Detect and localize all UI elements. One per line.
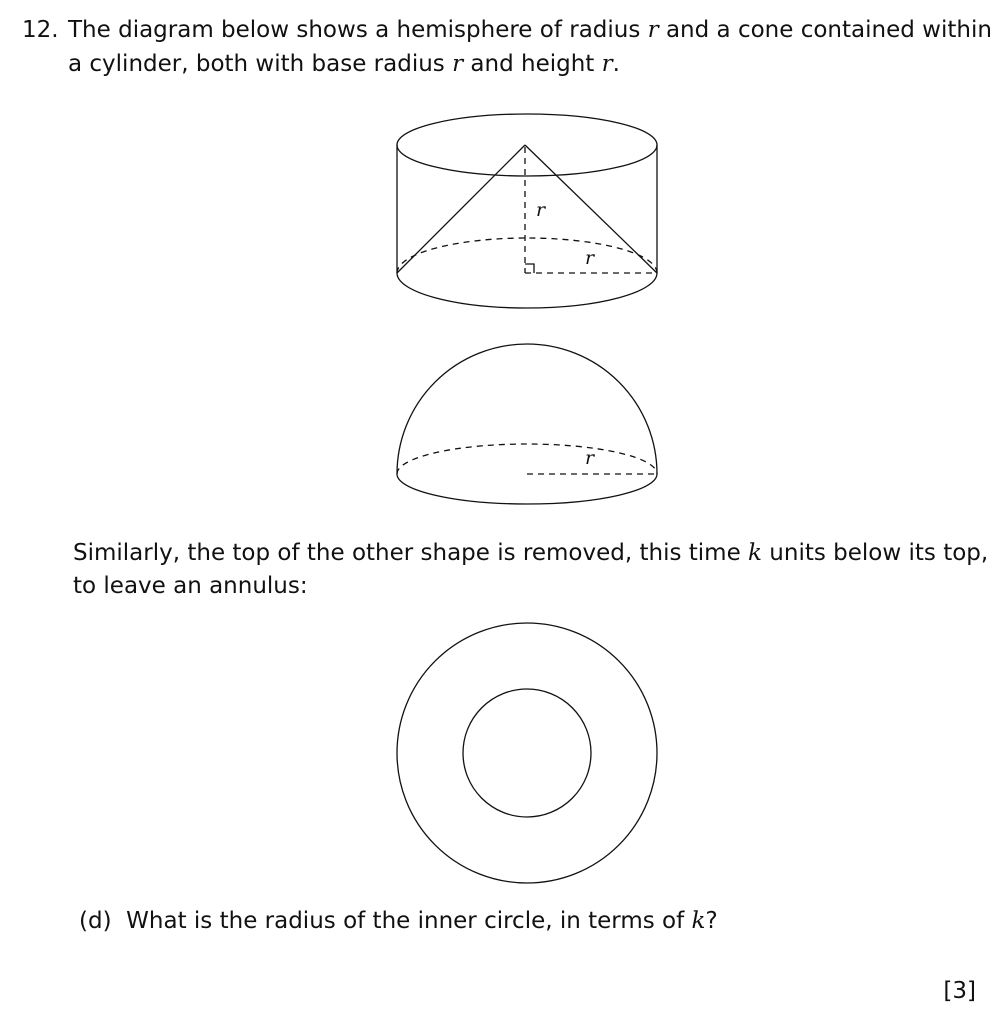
radius-label: r [585,247,595,269]
annulus-diagram [0,610,1000,900]
cylinder-top-ellipse [397,114,657,176]
variable-r: r [647,17,659,43]
part-d-question: (d) What is the radius of the inner circle, in terms of k? [79,908,718,934]
cylinder-cone-diagram [0,0,1000,320]
question-intro-line-2: a cylinder, both with base radius r and height r. [68,51,620,77]
hemisphere-base-front-arc [397,474,657,504]
hemisphere-dome [397,344,657,474]
hemisphere-base-back-arc [397,444,657,474]
marks-indicator: [3] [943,978,976,1004]
cylinder-base-front-arc [397,273,657,308]
annulus-outer-circle [397,623,657,883]
variable-r: r [601,51,613,77]
question-number: 12. [22,17,59,43]
hemisphere-diagram [0,330,1000,520]
right-angle-marker [525,264,534,273]
variable-k: k [748,540,762,566]
similarly-line-2: to leave an annulus: [73,573,308,599]
similarly-line-1: Similarly, the top of the other shape is removed, this time k units below its top, [73,540,989,566]
question-intro-line-1: The diagram below shows a hemisphere of radius r and a cone contained within [68,17,992,43]
cone-left-edge [397,145,525,273]
part-label: (d) [79,908,112,934]
annulus-inner-circle [463,689,591,817]
hemisphere-radius-label: r [585,447,595,469]
variable-k: k [691,908,706,934]
height-label: r [536,199,546,221]
cylinder-base-back-arc [397,238,657,273]
variable-r: r [452,51,464,77]
